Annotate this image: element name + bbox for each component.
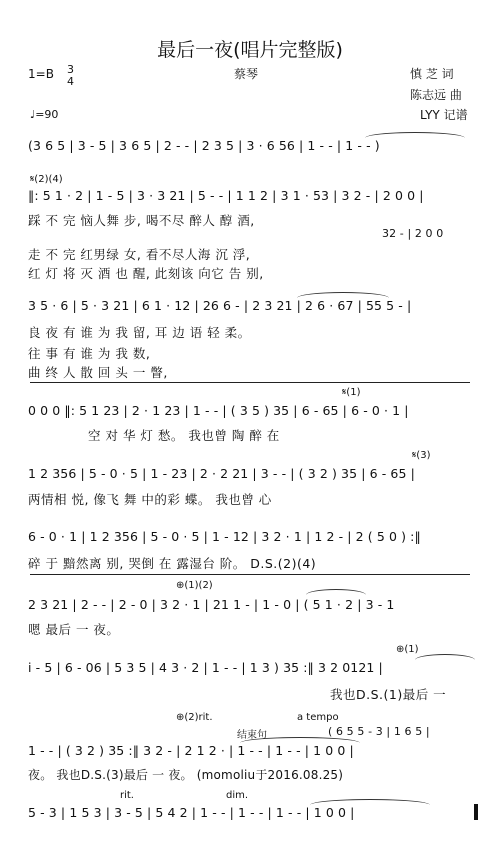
- notation-line-3: 3 5 · 6 | 5 · 3 21 | 6 1 · 12 | 26 6 - | 2 3 21 | 2 6 · 67 | 55 5 - |: [28, 298, 412, 313]
- notation-line-2: ‖: 5 1 · 2 | 1 - 5 | 3 · 3 21 | 5 - - | 1 1 2 | 3 1 · 53 | 3 2 - | 2 0 0 |: [28, 188, 424, 203]
- slur: [415, 654, 475, 660]
- slur: [306, 589, 366, 595]
- volta-bracket: [30, 382, 470, 383]
- coda-mark: ⊕(1): [396, 644, 419, 655]
- ending-label: 结束句: [237, 730, 267, 741]
- key-signature: 1=B: [28, 67, 54, 81]
- notation-line-9: 1 - - | ( 3 2 ) 35 :‖ 3 2 - | 2 1 2 · | 1 - - | 1 - - | 1 0 0 |: [28, 743, 354, 758]
- notation-line-6: 6 - 0 · 1 | 1 2 356 | 5 - 0 · 5 | 1 - 12 | 3 2 · 1 | 1 2 - | 2 ( 5 0 ) :‖: [28, 529, 421, 544]
- lyric-line: 夜。 我也D.S.(3)最后 一 夜。 (momoliu于2016.08.25): [28, 768, 344, 782]
- lyric-line: 我也D.S.(1)最后 一: [330, 687, 447, 702]
- lyricist: 慎 芝 词: [410, 67, 454, 81]
- lyric-line: 曲 终 人 散 回 头 一 瞥,: [28, 365, 168, 380]
- notation-line-7: 2 3 21 | 2 - - | 2 - 0 | 3 2 · 1 | 21 1 - | 1 - 0 | ( 5 1 · 2 | 3 - 1: [28, 597, 395, 612]
- time-sig-top: 3: [67, 63, 74, 76]
- time-sig-bottom: 4: [67, 75, 74, 88]
- slur: [240, 737, 360, 743]
- segno-mark: 𝄋(1): [342, 387, 361, 398]
- transcriber: LYY 记谱: [420, 108, 468, 122]
- coda-rit-mark: ⊕(2)rit.: [176, 712, 213, 723]
- lyric-line: 良 夜 有 谁 为 我 留, 耳 边 语 轻 柔。: [28, 325, 251, 340]
- lyric-line: 碎 于 黯然离 别, 哭倒 在 露湿台 阶。 D.S.(2)(4): [28, 556, 317, 571]
- alt-notation: ( 6 5 5 - 3 | 1 6 5 |: [328, 725, 430, 738]
- coda-mark: ⊕(1)(2): [176, 580, 213, 591]
- lyric-line: 嗯 最后 一 夜。: [28, 622, 120, 637]
- dim-mark: dim.: [226, 790, 249, 801]
- notation-line-8: i - 5 | 6 - 06 | 5 3 5 | 4 3 · 2 | 1 - - | 1 3 ) 35 :‖ 3 2 0121 |: [28, 660, 383, 675]
- notation-line-4: 0 0 0 ‖: 5 1 23 | 2 · 1 23 | 1 - - | ( 3 5 ) 35 | 6 - 65 | 6 - 0 · 1 |: [28, 403, 409, 418]
- lyric-line: 踩 不 完 恼人舞 步, 喝不尽 醉人 醇 酒,: [28, 213, 255, 228]
- lyric-line: 往 事 有 谁 为 我 数,: [28, 346, 151, 361]
- slur: [365, 132, 465, 138]
- segno-mark: 𝄋(3): [412, 450, 431, 461]
- song-title: 最后一夜(唱片完整版): [157, 39, 343, 61]
- composer: 陈志远 曲: [410, 88, 462, 102]
- singer: 蔡琴: [234, 67, 259, 81]
- lyric-line: 两情相 悦, 像飞 舞 中的彩 蝶。 我也曾 心: [28, 492, 272, 507]
- notation-line-10: 5 - 3 | 1 5 3 | 3 - 5 | 5 4 2 | 1 - - | 1 - - | 1 - - | 1 0 0 |: [28, 805, 355, 820]
- notation-line-1: (3 6 5 | 3 - 5 | 3 6 5 | 2 - - | 2 3 5 | 3 · 6 56 | 1 - - | 1 - - ): [28, 138, 380, 153]
- slur: [310, 799, 430, 805]
- lyric-line: 红 灯 将 灭 酒 也 醒, 此刻该 向它 告 别,: [28, 266, 264, 281]
- volta-bracket: [30, 574, 470, 575]
- notation-line-5: 1 2 356 | 5 - 0 · 5 | 1 - 23 | 2 · 2 21 | 3 - - | ( 3 2 ) 35 | 6 - 65 |: [28, 466, 415, 481]
- segno-mark: 𝄋(2)(4): [30, 174, 63, 185]
- a-tempo-mark: a tempo: [297, 712, 339, 723]
- rit-mark: rit.: [120, 790, 134, 801]
- alt-notation: 32 - | 2 0 0: [382, 227, 444, 240]
- final-barline: [474, 804, 478, 820]
- lyric-line: 走 不 完 红男绿 女, 看不尽人海 沉 浮,: [28, 247, 251, 262]
- lyric-line: 空 对 华 灯 愁。 我也曾 陶 醉 在: [88, 428, 280, 443]
- tempo-mark: ♩=90: [30, 108, 59, 121]
- slur: [297, 292, 389, 298]
